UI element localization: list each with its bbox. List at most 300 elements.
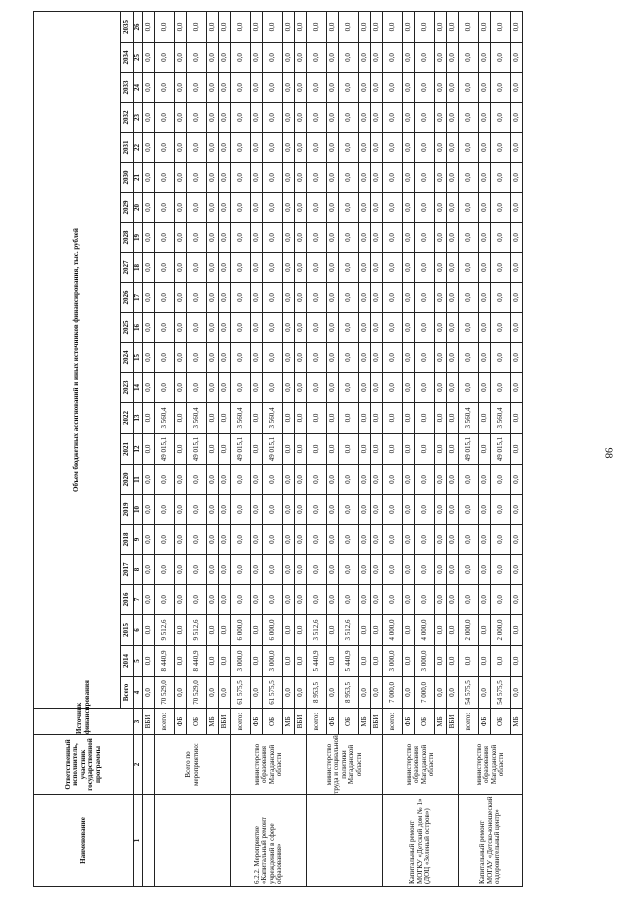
value-cell: 0,0 (435, 555, 447, 585)
value-cell: 0,0 (435, 615, 447, 646)
value-cell: 0,0 (187, 283, 207, 313)
header-year: 2027 (121, 253, 134, 283)
value-cell: 0,0 (383, 373, 403, 403)
source-cell: МБ (511, 709, 523, 735)
value-cell: 0,0 (511, 585, 523, 615)
value-cell: 0,0 (339, 525, 359, 555)
value-cell: 0,0 (263, 585, 283, 615)
value-cell: 0,0 (359, 343, 371, 373)
value-cell: 0,0 (155, 223, 175, 253)
responsible-executor: министерство труда и социальной политики Магаданской области (307, 735, 383, 795)
value-cell: 0,0 (447, 646, 459, 677)
value-cell: 0,0 (447, 163, 459, 193)
value-cell: 0,0 (295, 434, 307, 465)
value-cell: 0,0 (283, 585, 295, 615)
value-cell: 0,0 (143, 343, 155, 373)
value-cell: 3 000,0 (231, 646, 251, 677)
value-cell: 0,0 (403, 163, 415, 193)
value-cell: 0,0 (207, 11, 219, 42)
value-cell: 0,0 (491, 11, 511, 42)
value-cell: 49 015,1 (263, 434, 283, 465)
value-cell: 0,0 (403, 646, 415, 677)
value-cell: 0,0 (459, 465, 479, 495)
value-cell: 0,0 (479, 434, 491, 465)
value-cell: 0,0 (435, 43, 447, 73)
value-cell: 0,0 (187, 585, 207, 615)
value-cell: 0,0 (307, 11, 327, 42)
value-cell: 0,0 (143, 585, 155, 615)
value-cell: 0,0 (511, 677, 523, 709)
value-cell: 0,0 (187, 11, 207, 42)
value-cell: 0,0 (263, 73, 283, 103)
value-cell: 8 440,9 (155, 646, 175, 677)
value-cell: 0,0 (459, 223, 479, 253)
value-cell: 0,0 (143, 646, 155, 677)
value-cell: 0,0 (435, 343, 447, 373)
value-cell: 0,0 (307, 555, 327, 585)
value-cell: 0,0 (511, 103, 523, 133)
value-cell: 8 953,5 (307, 677, 327, 709)
source-cell: ВБИ (295, 709, 307, 735)
activity-name: Капитальный ремонт МОГКУ «Детский дом № 1» (ДОЦ «Зеленый остров») (383, 795, 459, 887)
value-cell: 0,0 (219, 373, 231, 403)
value-cell: 49 015,1 (459, 434, 479, 465)
value-cell: 0,0 (339, 434, 359, 465)
value-cell: 0,0 (447, 283, 459, 313)
value-cell: 0,0 (187, 43, 207, 73)
value-cell: 0,0 (251, 434, 263, 465)
value-cell: 0,0 (251, 646, 263, 677)
value-cell: 0,0 (479, 343, 491, 373)
value-cell: 0,0 (231, 373, 251, 403)
value-cell: 0,0 (175, 677, 187, 709)
value-cell: 0,0 (371, 465, 383, 495)
value-cell: 0,0 (511, 525, 523, 555)
value-cell: 0,0 (403, 495, 415, 525)
source-cell: ФБ (327, 709, 339, 735)
table-row (307, 11, 327, 886)
value-cell: 54 575,5 (459, 677, 479, 709)
value-cell: 0,0 (383, 73, 403, 103)
value-cell: 0,0 (251, 343, 263, 373)
header-year: 2022 (121, 403, 134, 434)
value-cell: 0,0 (447, 434, 459, 465)
activity-name: Капитальный ремонт МОГАУ «Детско-юношеский оздоровительный центр» (459, 795, 523, 887)
value-cell: 3 512,6 (307, 615, 327, 646)
value-cell: 0,0 (339, 103, 359, 133)
header-year: 2023 (121, 373, 134, 403)
value-cell: 0,0 (415, 313, 435, 343)
value-cell: 0,0 (283, 434, 295, 465)
value-cell: 0,0 (207, 283, 219, 313)
table-row (459, 11, 479, 886)
header-source: Источник финансирования (34, 709, 134, 735)
funding-table-sheet (33, 17, 588, 887)
value-cell: 0,0 (155, 525, 175, 555)
column-number: 4 (134, 677, 143, 709)
value-cell: 0,0 (491, 253, 511, 283)
value-cell: 0,0 (295, 615, 307, 646)
value-cell: 0,0 (187, 373, 207, 403)
column-number: 8 (134, 555, 143, 585)
value-cell: 0,0 (283, 373, 295, 403)
value-cell: 0,0 (435, 193, 447, 223)
value-cell: 0,0 (403, 73, 415, 103)
value-cell: 0,0 (283, 343, 295, 373)
value-cell: 0,0 (219, 133, 231, 163)
value-cell: 0,0 (175, 223, 187, 253)
value-cell: 0,0 (207, 555, 219, 585)
value-cell: 0,0 (383, 434, 403, 465)
value-cell: 0,0 (459, 11, 479, 42)
column-number: 7 (134, 585, 143, 615)
value-cell: 0,0 (415, 43, 435, 73)
value-cell: 0,0 (207, 163, 219, 193)
value-cell: 0,0 (251, 253, 263, 283)
value-cell: 0,0 (339, 43, 359, 73)
value-cell: 0,0 (143, 11, 155, 42)
column-number: 14 (134, 373, 143, 403)
value-cell: 0,0 (327, 646, 339, 677)
value-cell: 0,0 (251, 615, 263, 646)
value-cell: 0,0 (403, 43, 415, 73)
value-cell: 0,0 (459, 313, 479, 343)
value-cell: 0,0 (263, 133, 283, 163)
value-cell: 0,0 (231, 43, 251, 73)
value-cell: 0,0 (283, 11, 295, 42)
value-cell: 0,0 (371, 133, 383, 163)
responsible-executor: Всего по мероприятию: (155, 735, 231, 795)
value-cell: 0,0 (283, 163, 295, 193)
value-cell: 0,0 (263, 223, 283, 253)
value-cell: 0,0 (447, 525, 459, 555)
value-cell: 0,0 (251, 223, 263, 253)
value-cell: 0,0 (295, 133, 307, 163)
value-cell: 0,0 (283, 283, 295, 313)
value-cell: 0,0 (491, 103, 511, 133)
value-cell: 0,0 (251, 193, 263, 223)
value-cell: 0,0 (511, 313, 523, 343)
value-cell: 0,0 (175, 495, 187, 525)
value-cell: 0,0 (415, 555, 435, 585)
value-cell: 0,0 (283, 615, 295, 646)
value-cell: 0,0 (479, 585, 491, 615)
value-cell: 0,0 (339, 585, 359, 615)
value-cell: 0,0 (219, 585, 231, 615)
value-cell: 0,0 (327, 495, 339, 525)
value-cell: 0,0 (207, 223, 219, 253)
value-cell: 0,0 (283, 677, 295, 709)
column-number: 10 (134, 495, 143, 525)
header-year: 2017 (121, 555, 134, 585)
value-cell: 0,0 (359, 585, 371, 615)
value-cell: 0,0 (327, 403, 339, 434)
value-cell: 0,0 (207, 313, 219, 343)
value-cell: 0,0 (511, 615, 523, 646)
table-row (155, 11, 175, 886)
value-cell: 0,0 (359, 193, 371, 223)
value-cell: 0,0 (251, 103, 263, 133)
value-cell: 0,0 (219, 193, 231, 223)
value-cell: 0,0 (459, 283, 479, 313)
value-cell: 0,0 (415, 193, 435, 223)
value-cell: 0,0 (155, 193, 175, 223)
value-cell: 0,0 (459, 193, 479, 223)
value-cell: 0,0 (219, 525, 231, 555)
value-cell: 0,0 (283, 223, 295, 253)
value-cell: 0,0 (511, 434, 523, 465)
value-cell: 0,0 (371, 555, 383, 585)
value-cell: 0,0 (491, 163, 511, 193)
value-cell: 0,0 (295, 253, 307, 283)
value-cell: 3 560,4 (155, 403, 175, 434)
column-number: 11 (134, 465, 143, 495)
value-cell: 0,0 (359, 43, 371, 73)
value-cell: 0,0 (251, 403, 263, 434)
value-cell: 0,0 (219, 11, 231, 42)
value-cell: 0,0 (447, 465, 459, 495)
value-cell: 0,0 (327, 103, 339, 133)
value-cell: 0,0 (155, 495, 175, 525)
value-cell: 0,0 (339, 73, 359, 103)
value-cell: 0,0 (339, 223, 359, 253)
value-cell: 0,0 (491, 495, 511, 525)
value-cell: 0,0 (327, 163, 339, 193)
value-cell: 0,0 (435, 677, 447, 709)
value-cell: 0,0 (219, 555, 231, 585)
value-cell: 0,0 (383, 11, 403, 42)
value-cell: 0,0 (143, 525, 155, 555)
value-cell: 0,0 (283, 495, 295, 525)
value-cell: 0,0 (219, 403, 231, 434)
value-cell: 0,0 (479, 373, 491, 403)
value-cell: 3 560,4 (263, 403, 283, 434)
value-cell: 0,0 (251, 133, 263, 163)
value-cell: 0,0 (231, 163, 251, 193)
value-cell: 0,0 (307, 193, 327, 223)
value-cell: 0,0 (339, 253, 359, 283)
value-cell: 0,0 (339, 403, 359, 434)
value-cell: 0,0 (435, 103, 447, 133)
value-cell: 0,0 (339, 193, 359, 223)
value-cell: 61 575,5 (263, 677, 283, 709)
value-cell: 0,0 (283, 103, 295, 133)
value-cell: 0,0 (359, 253, 371, 283)
value-cell: 0,0 (339, 11, 359, 42)
value-cell: 0,0 (251, 585, 263, 615)
value-cell: 0,0 (263, 343, 283, 373)
value-cell: 0,0 (511, 11, 523, 42)
value-cell: 0,0 (383, 283, 403, 313)
value-cell: 0,0 (447, 495, 459, 525)
table-row (231, 11, 251, 886)
value-cell: 0,0 (187, 73, 207, 103)
value-cell: 0,0 (231, 11, 251, 42)
value-cell: 0,0 (491, 343, 511, 373)
value-cell: 0,0 (479, 646, 491, 677)
value-cell: 0,0 (371, 11, 383, 42)
value-cell: 0,0 (383, 585, 403, 615)
value-cell: 0,0 (231, 223, 251, 253)
value-cell: 0,0 (491, 283, 511, 313)
value-cell: 0,0 (415, 373, 435, 403)
value-cell: 0,0 (155, 133, 175, 163)
value-cell: 0,0 (383, 525, 403, 555)
source-cell: ФБ (403, 709, 415, 735)
value-cell: 0,0 (187, 223, 207, 253)
value-cell: 0,0 (491, 585, 511, 615)
value-cell: 0,0 (307, 223, 327, 253)
value-cell: 0,0 (307, 43, 327, 73)
value-cell: 0,0 (403, 223, 415, 253)
value-cell: 0,0 (295, 193, 307, 223)
value-cell: 0,0 (459, 73, 479, 103)
source-cell: МБ (283, 709, 295, 735)
value-cell: 0,0 (263, 43, 283, 73)
value-cell: 0,0 (295, 677, 307, 709)
value-cell: 0,0 (459, 585, 479, 615)
value-cell: 0,0 (251, 43, 263, 73)
value-cell: 0,0 (175, 465, 187, 495)
value-cell: 0,0 (511, 73, 523, 103)
source-cell: ОБ (339, 709, 359, 735)
funding-table (33, 11, 523, 887)
value-cell: 0,0 (143, 677, 155, 709)
source-cell: МБ (359, 709, 371, 735)
column-number: 15 (134, 343, 143, 373)
value-cell: 0,0 (207, 343, 219, 373)
value-cell: 7 000,0 (383, 677, 403, 709)
value-cell: 0,0 (283, 403, 295, 434)
value-cell: 7 000,0 (415, 677, 435, 709)
value-cell: 0,0 (187, 555, 207, 585)
value-cell: 0,0 (359, 373, 371, 403)
value-cell: 0,0 (371, 585, 383, 615)
value-cell: 0,0 (207, 103, 219, 133)
source-cell: всего: (459, 709, 479, 735)
value-cell: 0,0 (415, 343, 435, 373)
value-cell: 0,0 (251, 373, 263, 403)
value-cell: 0,0 (155, 73, 175, 103)
value-cell: 0,0 (263, 373, 283, 403)
value-cell: 0,0 (511, 223, 523, 253)
value-cell: 0,0 (479, 133, 491, 163)
value-cell: 0,0 (175, 193, 187, 223)
value-cell: 0,0 (447, 253, 459, 283)
value-cell: 0,0 (143, 43, 155, 73)
value-cell: 0,0 (479, 223, 491, 253)
value-cell: 0,0 (383, 253, 403, 283)
column-number: 20 (134, 193, 143, 223)
value-cell: 0,0 (339, 465, 359, 495)
value-cell: 0,0 (207, 73, 219, 103)
value-cell: 0,0 (491, 525, 511, 555)
value-cell: 0,0 (371, 253, 383, 283)
value-cell: 0,0 (359, 403, 371, 434)
value-cell: 0,0 (371, 223, 383, 253)
value-cell: 0,0 (207, 373, 219, 403)
value-cell: 0,0 (251, 11, 263, 42)
value-cell: 0,0 (251, 313, 263, 343)
source-cell: ОБ (415, 709, 435, 735)
source-cell: всего: (383, 709, 403, 735)
value-cell: 0,0 (143, 193, 155, 223)
value-cell: 0,0 (339, 133, 359, 163)
value-cell: 0,0 (143, 403, 155, 434)
value-cell: 0,0 (371, 373, 383, 403)
value-cell: 0,0 (219, 283, 231, 313)
value-cell: 2 000,0 (491, 615, 511, 646)
value-cell: 0,0 (371, 677, 383, 709)
value-cell: 0,0 (231, 283, 251, 313)
value-cell: 0,0 (327, 313, 339, 343)
value-cell: 4 000,0 (415, 615, 435, 646)
value-cell: 0,0 (207, 677, 219, 709)
activity-name (155, 795, 231, 887)
value-cell: 0,0 (403, 11, 415, 42)
column-number: 18 (134, 253, 143, 283)
value-cell: 0,0 (283, 555, 295, 585)
value-cell: 0,0 (459, 253, 479, 283)
value-cell: 0,0 (459, 43, 479, 73)
value-cell: 0,0 (327, 43, 339, 73)
value-cell: 0,0 (219, 313, 231, 343)
value-cell: 0,0 (435, 646, 447, 677)
value-cell: 0,0 (511, 646, 523, 677)
value-cell: 0,0 (371, 343, 383, 373)
column-number: 12 (134, 434, 143, 465)
value-cell: 0,0 (415, 253, 435, 283)
value-cell: 0,0 (327, 253, 339, 283)
table-header (34, 11, 143, 886)
value-cell: 0,0 (403, 555, 415, 585)
value-cell: 0,0 (479, 11, 491, 42)
value-cell: 0,0 (175, 646, 187, 677)
column-number: 5 (134, 646, 143, 677)
value-cell: 0,0 (219, 615, 231, 646)
value-cell: 0,0 (175, 253, 187, 283)
value-cell: 0,0 (251, 495, 263, 525)
value-cell: 0,0 (459, 133, 479, 163)
value-cell: 0,0 (207, 403, 219, 434)
value-cell: 0,0 (371, 43, 383, 73)
value-cell: 0,0 (207, 585, 219, 615)
header-total: Всего (121, 677, 134, 709)
value-cell: 0,0 (403, 525, 415, 555)
value-cell: 0,0 (383, 223, 403, 253)
header-year: 2019 (121, 495, 134, 525)
value-cell: 0,0 (383, 163, 403, 193)
source-cell: ВБИ (219, 709, 231, 735)
value-cell: 0,0 (359, 525, 371, 555)
value-cell: 0,0 (219, 646, 231, 677)
value-cell: 0,0 (459, 103, 479, 133)
value-cell: 0,0 (435, 163, 447, 193)
value-cell: 0,0 (263, 163, 283, 193)
value-cell: 0,0 (327, 193, 339, 223)
responsible-executor: министерство образования Магаданской области (383, 735, 459, 795)
value-cell: 0,0 (447, 223, 459, 253)
value-cell: 3 000,0 (263, 646, 283, 677)
value-cell: 70 529,0 (187, 677, 207, 709)
value-cell: 0,0 (359, 313, 371, 343)
source-cell: ФБ (251, 709, 263, 735)
value-cell: 0,0 (403, 585, 415, 615)
value-cell: 0,0 (283, 313, 295, 343)
value-cell: 0,0 (359, 133, 371, 163)
value-cell: 0,0 (307, 495, 327, 525)
value-cell: 6 000,0 (231, 615, 251, 646)
